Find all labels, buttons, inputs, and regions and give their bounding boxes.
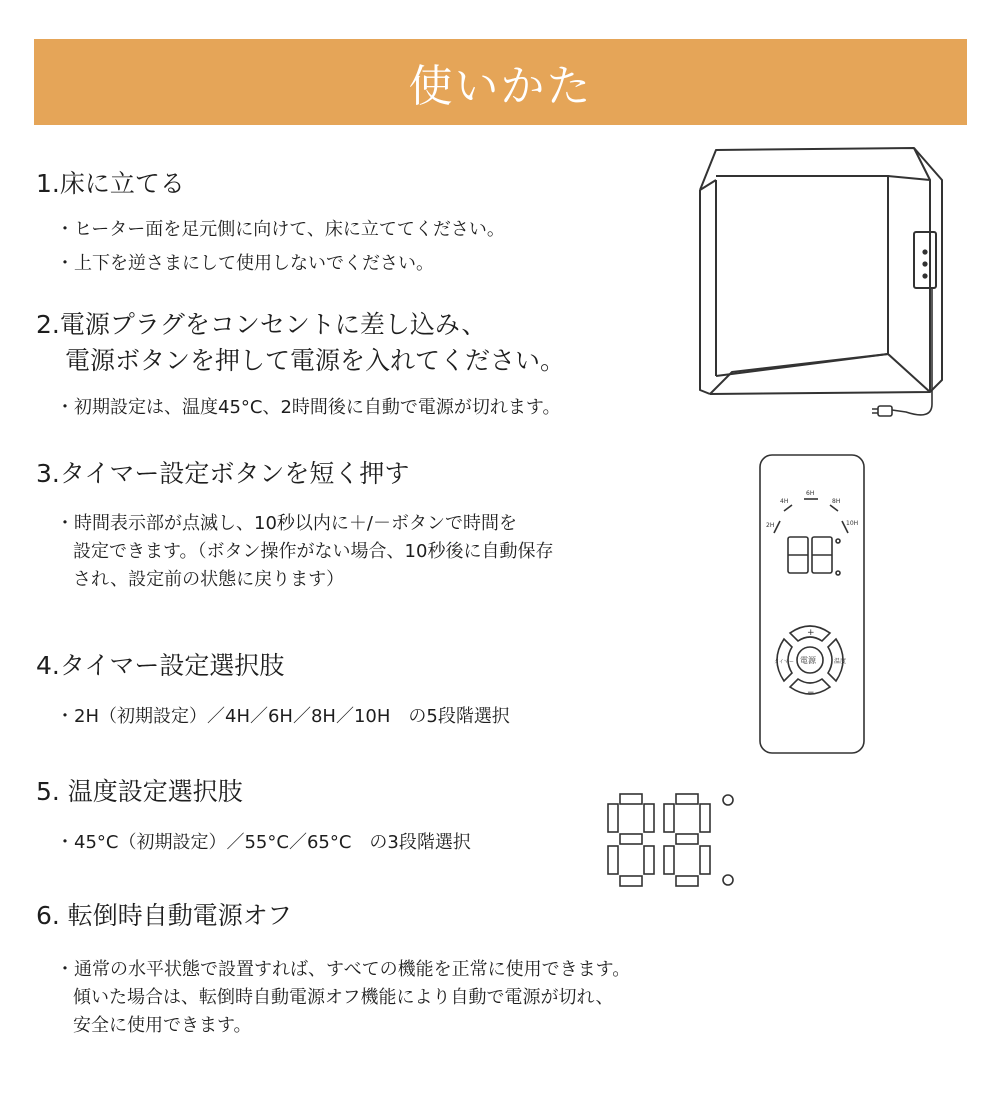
title-banner: [34, 39, 967, 125]
section-3-bullet: [56, 510, 553, 594]
section-1-bullet-2: ・上下を逆さまにして使用しないでください。: [56, 253, 434, 274]
section-5-bullet-1: ・45°C（初期設定）／55°C／65°C の3段階選択: [56, 832, 471, 853]
power-button-label: 電源: [800, 656, 816, 665]
temperature-display-illustration: [604, 790, 744, 890]
section-5-heading: 5. 温度設定選択肢: [36, 777, 243, 806]
section-2-heading-line-1: 2.電源プラグをコンセントに差し込み、: [36, 310, 487, 339]
section-6-bullet-line-1: ・通常の水平状態で設置すれば、すべての機能を正常に使用できます。: [56, 959, 631, 980]
section-3-bullet-line-2: 設定できます。（ボタン操作がない場合、10秒後に自動保存: [73, 540, 554, 562]
timer-label-8h: 8H: [832, 498, 841, 505]
heater-panel-illustration: [692, 140, 956, 430]
plus-label: +: [807, 628, 815, 638]
section-2-bullet-1: ・初期設定は、温度45°C、2時間後に自動で電源が切れます。: [56, 397, 561, 418]
page-title: 使いかた: [408, 61, 593, 112]
section-1-heading: 1.床に立てる: [36, 169, 185, 198]
section-3-heading: 3.タイマー設定ボタンを短く押す: [36, 459, 410, 488]
section-3-bullet-line-1: ・時間表示部が点滅し、10秒以内に＋/－ボタンで時間を: [56, 513, 517, 534]
remote-control-illustration: [754, 451, 870, 757]
timer-label-2h: 2H: [766, 522, 775, 529]
section-6-heading: 6. 転倒時自動電源オフ: [36, 901, 293, 930]
section-2-heading-line-2: 電源ボタンを押して電源を入れてください。: [65, 346, 566, 376]
section-6-bullet: [56, 956, 630, 1040]
section-4-heading: 4.タイマー設定選択肢: [36, 651, 285, 680]
section-1-bullet-1: ・ヒーター面を足元側に向けて、床に立ててください。: [56, 219, 505, 240]
section-6-bullet-line-3: 安全に使用できます。: [73, 1014, 252, 1036]
section-3-bullet-line-3: され、設定前の状態に戻ります）: [73, 568, 345, 590]
section-6-bullet-line-2: 傾いた場合は、転倒時自動電源オフ機能により自動で電源が切れ、: [73, 986, 614, 1008]
temperature-button-label: 温度: [834, 658, 847, 665]
timer-label-6h: 6H: [806, 490, 815, 497]
timer-button-label: タイマー: [774, 659, 794, 665]
minus-label: −: [807, 688, 815, 698]
section-2-heading: [36, 307, 565, 380]
section-4-bullet-1: ・2H（初期設定）／4H／6H／8H／10H の5段階選択: [56, 706, 510, 727]
timer-label-4h: 4H: [780, 498, 789, 505]
timer-label-10h: 10H: [846, 520, 859, 527]
